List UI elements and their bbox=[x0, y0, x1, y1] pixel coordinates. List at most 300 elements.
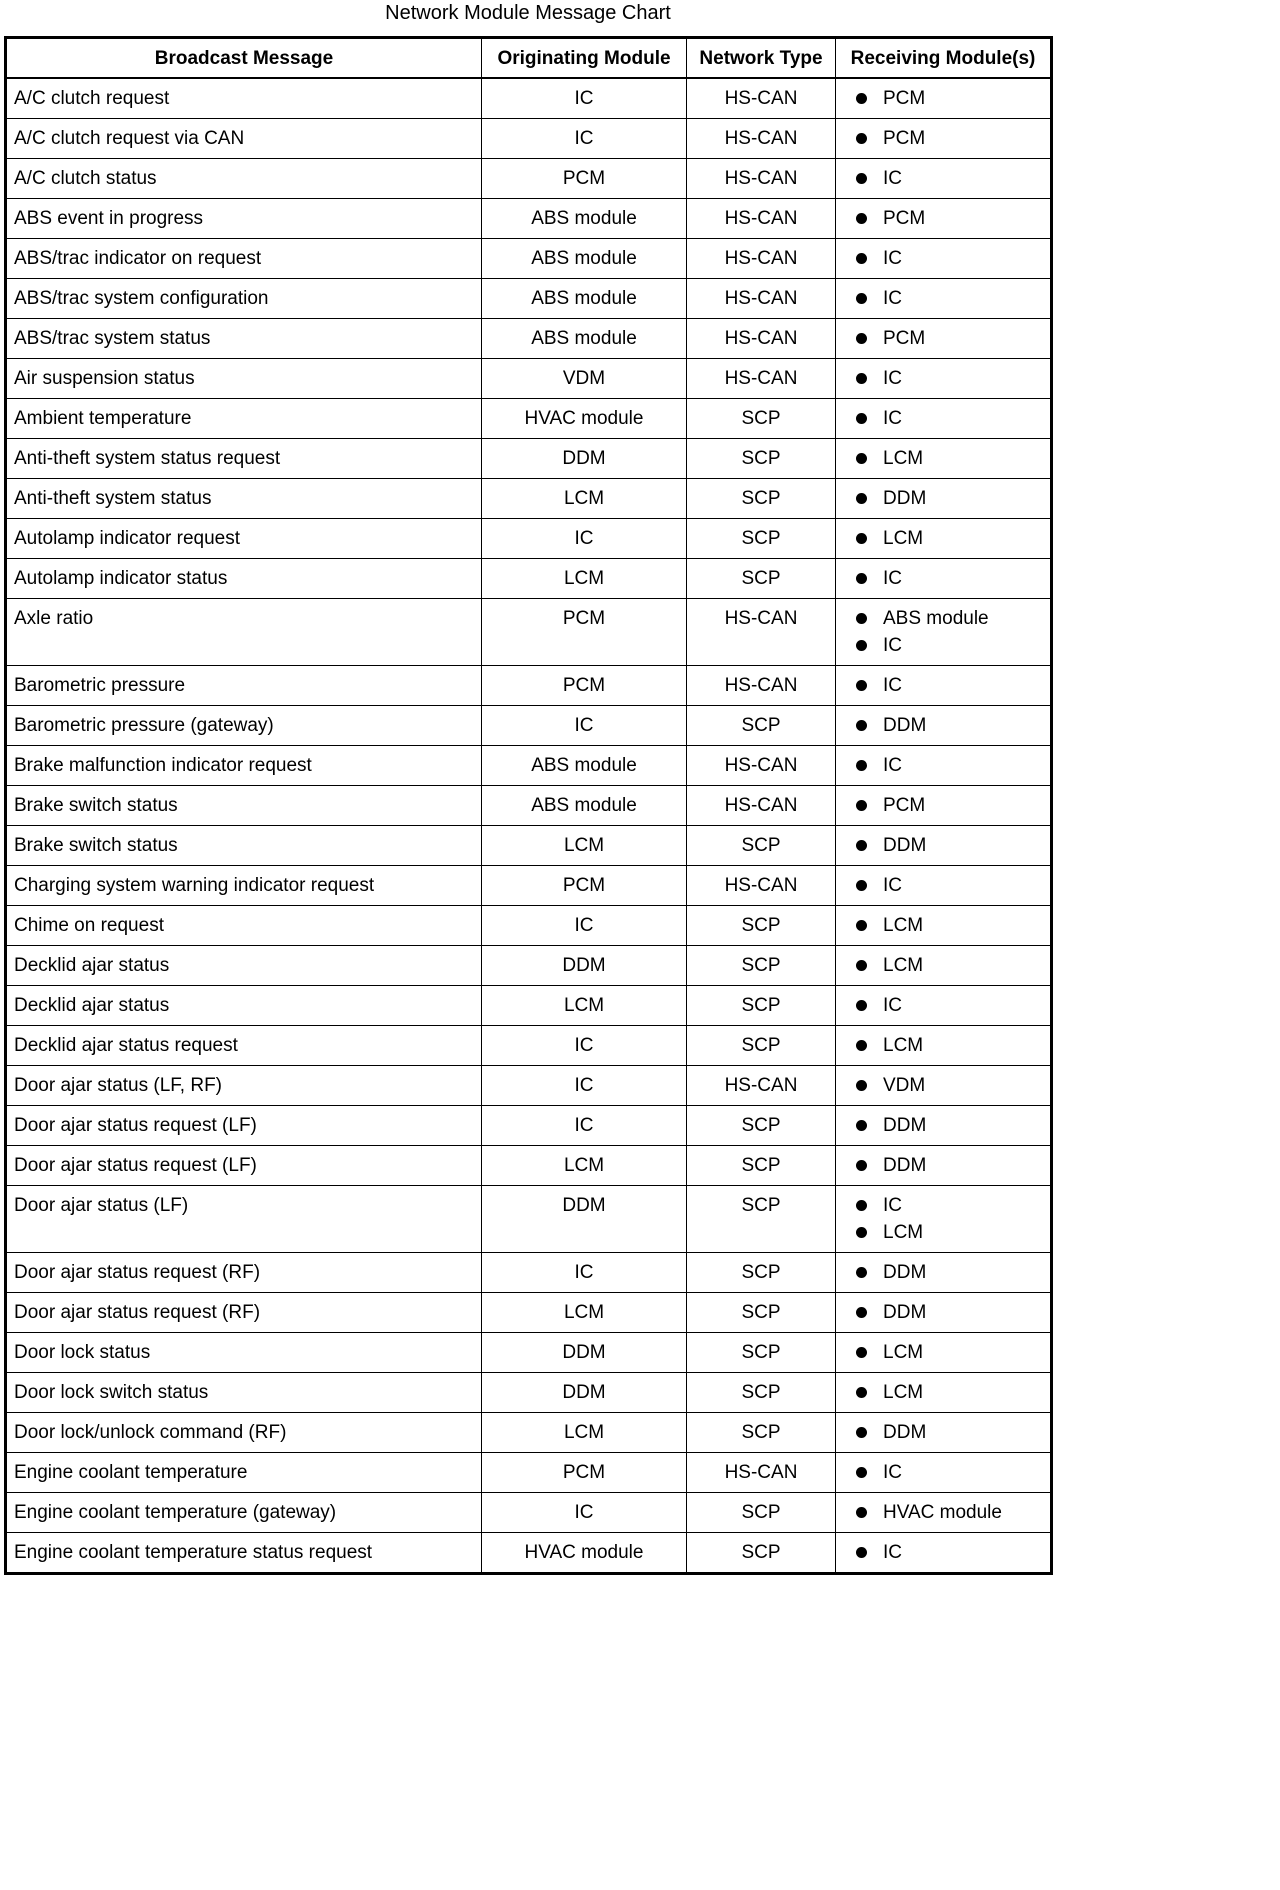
bullet-icon bbox=[856, 1347, 867, 1358]
table-row bbox=[6, 359, 1052, 399]
receiving-modules-cell bbox=[836, 319, 1052, 359]
receiving-module-item bbox=[856, 565, 1050, 592]
receiving-module-label: DDM bbox=[883, 1155, 927, 1176]
receiving-modules-cell bbox=[836, 1453, 1052, 1493]
receiving-module-label: PCM bbox=[883, 795, 926, 816]
receiving-module-label: IC bbox=[883, 248, 902, 269]
network-type-cell: HS-CAN bbox=[687, 786, 836, 826]
receiving-modules-cell bbox=[836, 1333, 1052, 1373]
receiving-module-label: IC bbox=[883, 408, 902, 429]
broadcast-message-cell: Anti-theft system status bbox=[6, 479, 482, 519]
receiving-module-item bbox=[856, 125, 1050, 152]
receiving-module-label: LCM bbox=[883, 1035, 924, 1056]
receiving-modules-cell bbox=[836, 239, 1052, 279]
receiving-module-item bbox=[856, 1379, 1050, 1406]
table-row bbox=[6, 1533, 1052, 1574]
bullet-icon bbox=[856, 1547, 867, 1558]
originating-module-cell: ABS module bbox=[482, 746, 687, 786]
receiving-module-label: LCM bbox=[883, 1222, 924, 1243]
receiving-modules-cell bbox=[836, 1253, 1052, 1293]
receiving-module-item bbox=[856, 1299, 1050, 1326]
bullet-icon bbox=[856, 173, 867, 184]
bullet-icon bbox=[856, 1227, 867, 1238]
bullet-icon bbox=[856, 1387, 867, 1398]
broadcast-message-cell: Decklid ajar status request bbox=[6, 1026, 482, 1066]
network-type-cell: SCP bbox=[687, 479, 836, 519]
originating-module-cell: ABS module bbox=[482, 279, 687, 319]
broadcast-message-cell: Engine coolant temperature bbox=[6, 1453, 482, 1493]
broadcast-message-cell: Door ajar status request (RF) bbox=[6, 1293, 482, 1333]
network-type-cell: SCP bbox=[687, 519, 836, 559]
bullet-icon bbox=[856, 93, 867, 104]
receiving-module-item bbox=[856, 992, 1050, 1019]
receiving-module-label: LCM bbox=[883, 955, 924, 976]
network-type-cell: SCP bbox=[687, 1186, 836, 1253]
bullet-icon bbox=[856, 293, 867, 304]
receiving-modules-cell bbox=[836, 706, 1052, 746]
receiving-module-item bbox=[856, 1192, 1050, 1219]
broadcast-message-cell: Decklid ajar status bbox=[6, 946, 482, 986]
receiving-module-item bbox=[856, 205, 1050, 232]
broadcast-message-cell: Brake switch status bbox=[6, 826, 482, 866]
originating-module-cell: PCM bbox=[482, 1453, 687, 1493]
column-header-network-type: Network Type bbox=[687, 38, 836, 79]
originating-module-cell: LCM bbox=[482, 1413, 687, 1453]
receiving-module-label: LCM bbox=[883, 1382, 924, 1403]
receiving-module-item bbox=[856, 952, 1050, 979]
network-type-cell: HS-CAN bbox=[687, 159, 836, 199]
receiving-module-label: IC bbox=[883, 568, 902, 589]
originating-module-cell: PCM bbox=[482, 666, 687, 706]
table-row bbox=[6, 946, 1052, 986]
originating-module-cell: IC bbox=[482, 78, 687, 119]
receiving-module-item bbox=[856, 832, 1050, 859]
broadcast-message-cell: Charging system warning indicator request bbox=[6, 866, 482, 906]
receiving-module-item bbox=[856, 1459, 1050, 1486]
network-message-table bbox=[4, 36, 1053, 1575]
network-type-cell: SCP bbox=[687, 1146, 836, 1186]
table-row bbox=[6, 906, 1052, 946]
broadcast-message-cell: Door ajar status request (LF) bbox=[6, 1146, 482, 1186]
network-type-cell: SCP bbox=[687, 1333, 836, 1373]
table-row bbox=[6, 1293, 1052, 1333]
broadcast-message-cell: Engine coolant temperature status request bbox=[6, 1533, 482, 1574]
table-row bbox=[6, 519, 1052, 559]
receiving-module-label: PCM bbox=[883, 88, 926, 109]
broadcast-message-cell: Autolamp indicator request bbox=[6, 519, 482, 559]
bullet-icon bbox=[856, 1307, 867, 1318]
table-row bbox=[6, 666, 1052, 706]
network-type-cell: SCP bbox=[687, 439, 836, 479]
network-type-cell: SCP bbox=[687, 1293, 836, 1333]
bullet-icon bbox=[856, 920, 867, 931]
receiving-module-item bbox=[856, 1259, 1050, 1286]
network-type-cell: SCP bbox=[687, 706, 836, 746]
receiving-modules-cell bbox=[836, 1186, 1052, 1253]
broadcast-message-cell: Door lock status bbox=[6, 1333, 482, 1373]
receiving-module-label: PCM bbox=[883, 128, 926, 149]
receiving-modules-cell bbox=[836, 786, 1052, 826]
broadcast-message-cell: Autolamp indicator status bbox=[6, 559, 482, 599]
table-row bbox=[6, 1453, 1052, 1493]
bullet-icon bbox=[856, 213, 867, 224]
broadcast-message-cell: A/C clutch request bbox=[6, 78, 482, 119]
table-row bbox=[6, 78, 1052, 119]
network-type-cell: SCP bbox=[687, 986, 836, 1026]
table-row bbox=[6, 1373, 1052, 1413]
receiving-module-label: PCM bbox=[883, 208, 926, 229]
broadcast-message-cell: Decklid ajar status bbox=[6, 986, 482, 1026]
originating-module-cell: LCM bbox=[482, 559, 687, 599]
broadcast-message-cell: Engine coolant temperature (gateway) bbox=[6, 1493, 482, 1533]
table-row bbox=[6, 1413, 1052, 1453]
originating-module-cell: IC bbox=[482, 119, 687, 159]
receiving-module-item bbox=[856, 405, 1050, 432]
bullet-icon bbox=[856, 1040, 867, 1051]
receiving-modules-cell bbox=[836, 279, 1052, 319]
table-row bbox=[6, 199, 1052, 239]
originating-module-cell: ABS module bbox=[482, 199, 687, 239]
receiving-modules-cell bbox=[836, 359, 1052, 399]
table-row bbox=[6, 1493, 1052, 1533]
receiving-module-label: LCM bbox=[883, 915, 924, 936]
bullet-icon bbox=[856, 640, 867, 651]
table-row bbox=[6, 1253, 1052, 1293]
broadcast-message-cell: Door ajar status (LF, RF) bbox=[6, 1066, 482, 1106]
broadcast-message-cell: Ambient temperature bbox=[6, 399, 482, 439]
receiving-module-item bbox=[856, 485, 1050, 512]
column-header-receiving-modules: Receiving Module(s) bbox=[836, 38, 1052, 79]
table-row bbox=[6, 866, 1052, 906]
receiving-module-label: ABS module bbox=[883, 608, 989, 629]
table-row bbox=[6, 1146, 1052, 1186]
receiving-module-item bbox=[856, 165, 1050, 192]
receiving-module-label: IC bbox=[883, 995, 902, 1016]
receiving-module-label: LCM bbox=[883, 1342, 924, 1363]
originating-module-cell: HVAC module bbox=[482, 1533, 687, 1574]
broadcast-message-cell: Axle ratio bbox=[6, 599, 482, 666]
originating-module-cell: LCM bbox=[482, 1293, 687, 1333]
network-type-cell: HS-CAN bbox=[687, 1066, 836, 1106]
receiving-module-item bbox=[856, 1152, 1050, 1179]
network-type-cell: SCP bbox=[687, 1533, 836, 1574]
receiving-module-label: DDM bbox=[883, 488, 927, 509]
network-type-cell: HS-CAN bbox=[687, 666, 836, 706]
table-row bbox=[6, 746, 1052, 786]
bullet-icon bbox=[856, 1000, 867, 1011]
originating-module-cell: ABS module bbox=[482, 239, 687, 279]
receiving-module-item bbox=[856, 1219, 1050, 1246]
bullet-icon bbox=[856, 800, 867, 811]
network-type-cell: SCP bbox=[687, 1413, 836, 1453]
originating-module-cell: PCM bbox=[482, 599, 687, 666]
receiving-module-label: IC bbox=[883, 168, 902, 189]
receiving-modules-cell bbox=[836, 78, 1052, 119]
table-row bbox=[6, 279, 1052, 319]
receiving-module-item bbox=[856, 1499, 1050, 1526]
originating-module-cell: IC bbox=[482, 906, 687, 946]
receiving-module-label: IC bbox=[883, 1542, 902, 1563]
bullet-icon bbox=[856, 533, 867, 544]
receiving-modules-cell bbox=[836, 946, 1052, 986]
receiving-module-item bbox=[856, 1032, 1050, 1059]
bullet-icon bbox=[856, 333, 867, 344]
receiving-modules-cell bbox=[836, 1106, 1052, 1146]
receiving-modules-cell bbox=[836, 826, 1052, 866]
bullet-icon bbox=[856, 1080, 867, 1091]
receiving-modules-cell bbox=[836, 479, 1052, 519]
originating-module-cell: IC bbox=[482, 1253, 687, 1293]
originating-module-cell: DDM bbox=[482, 439, 687, 479]
bullet-icon bbox=[856, 680, 867, 691]
receiving-module-item bbox=[856, 672, 1050, 699]
network-type-cell: SCP bbox=[687, 1026, 836, 1066]
receiving-module-item bbox=[856, 365, 1050, 392]
receiving-module-item bbox=[856, 245, 1050, 272]
originating-module-cell: IC bbox=[482, 706, 687, 746]
broadcast-message-cell: Barometric pressure bbox=[6, 666, 482, 706]
table-row bbox=[6, 1106, 1052, 1146]
column-header-broadcast-message: Broadcast Message bbox=[6, 38, 482, 79]
originating-module-cell: LCM bbox=[482, 479, 687, 519]
receiving-module-label: IC bbox=[883, 635, 902, 656]
network-type-cell: SCP bbox=[687, 399, 836, 439]
table-row bbox=[6, 479, 1052, 519]
receiving-module-item bbox=[856, 1112, 1050, 1139]
receiving-modules-cell bbox=[836, 1293, 1052, 1333]
receiving-module-item bbox=[856, 1539, 1050, 1566]
network-type-cell: HS-CAN bbox=[687, 359, 836, 399]
bullet-icon bbox=[856, 133, 867, 144]
network-type-cell: SCP bbox=[687, 946, 836, 986]
originating-module-cell: ABS module bbox=[482, 786, 687, 826]
table-row bbox=[6, 159, 1052, 199]
receiving-module-label: DDM bbox=[883, 715, 927, 736]
originating-module-cell: VDM bbox=[482, 359, 687, 399]
table-row bbox=[6, 826, 1052, 866]
network-type-cell: HS-CAN bbox=[687, 78, 836, 119]
bullet-icon bbox=[856, 413, 867, 424]
table-row bbox=[6, 599, 1052, 666]
table-row bbox=[6, 559, 1052, 599]
receiving-module-label: DDM bbox=[883, 1302, 927, 1323]
network-type-cell: SCP bbox=[687, 1106, 836, 1146]
originating-module-cell: IC bbox=[482, 519, 687, 559]
receiving-modules-cell bbox=[836, 1493, 1052, 1533]
receiving-module-item bbox=[856, 1419, 1050, 1446]
network-type-cell: HS-CAN bbox=[687, 199, 836, 239]
receiving-modules-cell bbox=[836, 746, 1052, 786]
broadcast-message-cell: Brake malfunction indicator request bbox=[6, 746, 482, 786]
originating-module-cell: LCM bbox=[482, 826, 687, 866]
table-row bbox=[6, 1333, 1052, 1373]
receiving-module-label: LCM bbox=[883, 448, 924, 469]
receiving-module-item bbox=[856, 712, 1050, 739]
bullet-icon bbox=[856, 253, 867, 264]
bullet-icon bbox=[856, 373, 867, 384]
broadcast-message-cell: Door ajar status request (RF) bbox=[6, 1253, 482, 1293]
receiving-modules-cell bbox=[836, 119, 1052, 159]
originating-module-cell: DDM bbox=[482, 1186, 687, 1253]
network-type-cell: HS-CAN bbox=[687, 866, 836, 906]
receiving-modules-cell bbox=[836, 199, 1052, 239]
broadcast-message-cell: ABS event in progress bbox=[6, 199, 482, 239]
network-type-cell: HS-CAN bbox=[687, 279, 836, 319]
receiving-module-label: IC bbox=[883, 1462, 902, 1483]
network-type-cell: HS-CAN bbox=[687, 746, 836, 786]
receiving-module-label: IC bbox=[883, 875, 902, 896]
receiving-module-label: VDM bbox=[883, 1075, 926, 1096]
receiving-module-item bbox=[856, 445, 1050, 472]
bullet-icon bbox=[856, 1467, 867, 1478]
receiving-modules-cell bbox=[836, 1146, 1052, 1186]
receiving-modules-cell bbox=[836, 559, 1052, 599]
network-type-cell: SCP bbox=[687, 906, 836, 946]
broadcast-message-cell: ABS/trac indicator on request bbox=[6, 239, 482, 279]
originating-module-cell: ABS module bbox=[482, 319, 687, 359]
originating-module-cell: DDM bbox=[482, 1333, 687, 1373]
chart-title: Network Module Message Chart bbox=[385, 2, 671, 24]
receiving-modules-cell bbox=[836, 906, 1052, 946]
broadcast-message-cell: Door ajar status (LF) bbox=[6, 1186, 482, 1253]
receiving-modules-cell bbox=[836, 1413, 1052, 1453]
table-row bbox=[6, 119, 1052, 159]
broadcast-message-cell: A/C clutch request via CAN bbox=[6, 119, 482, 159]
receiving-module-item bbox=[856, 525, 1050, 552]
receiving-module-label: PCM bbox=[883, 328, 926, 349]
network-type-cell: HS-CAN bbox=[687, 1453, 836, 1493]
receiving-modules-cell bbox=[836, 1373, 1052, 1413]
bullet-icon bbox=[856, 1120, 867, 1131]
receiving-module-item bbox=[856, 792, 1050, 819]
network-type-cell: HS-CAN bbox=[687, 239, 836, 279]
receiving-module-item bbox=[856, 325, 1050, 352]
broadcast-message-cell: Chime on request bbox=[6, 906, 482, 946]
broadcast-message-cell: Air suspension status bbox=[6, 359, 482, 399]
receiving-module-item bbox=[856, 1339, 1050, 1366]
receiving-modules-cell bbox=[836, 1026, 1052, 1066]
receiving-module-item bbox=[856, 912, 1050, 939]
broadcast-message-cell: Door lock switch status bbox=[6, 1373, 482, 1413]
receiving-modules-cell bbox=[836, 666, 1052, 706]
table-row bbox=[6, 986, 1052, 1026]
broadcast-message-cell: Barometric pressure (gateway) bbox=[6, 706, 482, 746]
receiving-module-label: IC bbox=[883, 368, 902, 389]
table-row bbox=[6, 1186, 1052, 1253]
bullet-icon bbox=[856, 760, 867, 771]
table-row bbox=[6, 239, 1052, 279]
receiving-module-label: HVAC module bbox=[883, 1502, 1002, 1523]
bullet-icon bbox=[856, 840, 867, 851]
bullet-icon bbox=[856, 1160, 867, 1171]
originating-module-cell: DDM bbox=[482, 1373, 687, 1413]
table-row bbox=[6, 1026, 1052, 1066]
table-row bbox=[6, 319, 1052, 359]
originating-module-cell: PCM bbox=[482, 866, 687, 906]
receiving-modules-cell bbox=[836, 399, 1052, 439]
originating-module-cell: IC bbox=[482, 1106, 687, 1146]
table-row bbox=[6, 1066, 1052, 1106]
broadcast-message-cell: ABS/trac system status bbox=[6, 319, 482, 359]
bullet-icon bbox=[856, 613, 867, 624]
network-type-cell: HS-CAN bbox=[687, 599, 836, 666]
table-body bbox=[6, 78, 1052, 1574]
broadcast-message-cell: Brake switch status bbox=[6, 786, 482, 826]
receiving-modules-cell bbox=[836, 986, 1052, 1026]
receiving-module-item bbox=[856, 605, 1050, 632]
table-header-row bbox=[6, 38, 1052, 79]
bullet-icon bbox=[856, 493, 867, 504]
table-row bbox=[6, 439, 1052, 479]
bullet-icon bbox=[856, 1507, 867, 1518]
network-type-cell: SCP bbox=[687, 1493, 836, 1533]
receiving-module-label: DDM bbox=[883, 1422, 927, 1443]
receiving-module-label: IC bbox=[883, 1195, 902, 1216]
network-type-cell: SCP bbox=[687, 1253, 836, 1293]
bullet-icon bbox=[856, 453, 867, 464]
originating-module-cell: HVAC module bbox=[482, 399, 687, 439]
broadcast-message-cell: Anti-theft system status request bbox=[6, 439, 482, 479]
network-type-cell: SCP bbox=[687, 826, 836, 866]
receiving-modules-cell bbox=[836, 866, 1052, 906]
table-row bbox=[6, 706, 1052, 746]
receiving-modules-cell bbox=[836, 439, 1052, 479]
originating-module-cell: IC bbox=[482, 1026, 687, 1066]
receiving-module-item bbox=[856, 632, 1050, 659]
bullet-icon bbox=[856, 573, 867, 584]
receiving-module-item bbox=[856, 872, 1050, 899]
column-header-originating-module: Originating Module bbox=[482, 38, 687, 79]
receiving-module-label: IC bbox=[883, 288, 902, 309]
bullet-icon bbox=[856, 880, 867, 891]
receiving-modules-cell bbox=[836, 1533, 1052, 1574]
receiving-modules-cell bbox=[836, 599, 1052, 666]
network-type-cell: SCP bbox=[687, 559, 836, 599]
originating-module-cell: LCM bbox=[482, 986, 687, 1026]
originating-module-cell: IC bbox=[482, 1066, 687, 1106]
bullet-icon bbox=[856, 1427, 867, 1438]
receiving-module-label: DDM bbox=[883, 835, 927, 856]
originating-module-cell: LCM bbox=[482, 1146, 687, 1186]
receiving-module-label: IC bbox=[883, 755, 902, 776]
bullet-icon bbox=[856, 1200, 867, 1211]
table-row bbox=[6, 399, 1052, 439]
receiving-module-label: DDM bbox=[883, 1115, 927, 1136]
receiving-modules-cell bbox=[836, 1066, 1052, 1106]
network-type-cell: HS-CAN bbox=[687, 119, 836, 159]
bullet-icon bbox=[856, 1267, 867, 1278]
table-row bbox=[6, 786, 1052, 826]
broadcast-message-cell: Door lock/unlock command (RF) bbox=[6, 1413, 482, 1453]
receiving-module-item bbox=[856, 85, 1050, 112]
receiving-module-label: IC bbox=[883, 675, 902, 696]
broadcast-message-cell: ABS/trac system configuration bbox=[6, 279, 482, 319]
network-type-cell: HS-CAN bbox=[687, 319, 836, 359]
receiving-module-item bbox=[856, 752, 1050, 779]
receiving-module-label: LCM bbox=[883, 528, 924, 549]
broadcast-message-cell: A/C clutch status bbox=[6, 159, 482, 199]
receiving-modules-cell bbox=[836, 519, 1052, 559]
broadcast-message-cell: Door ajar status request (LF) bbox=[6, 1106, 482, 1146]
receiving-modules-cell bbox=[836, 159, 1052, 199]
receiving-module-item bbox=[856, 285, 1050, 312]
originating-module-cell: DDM bbox=[482, 946, 687, 986]
receiving-module-label: DDM bbox=[883, 1262, 927, 1283]
network-type-cell: SCP bbox=[687, 1373, 836, 1413]
bullet-icon bbox=[856, 720, 867, 731]
receiving-module-item bbox=[856, 1072, 1050, 1099]
bullet-icon bbox=[856, 960, 867, 971]
